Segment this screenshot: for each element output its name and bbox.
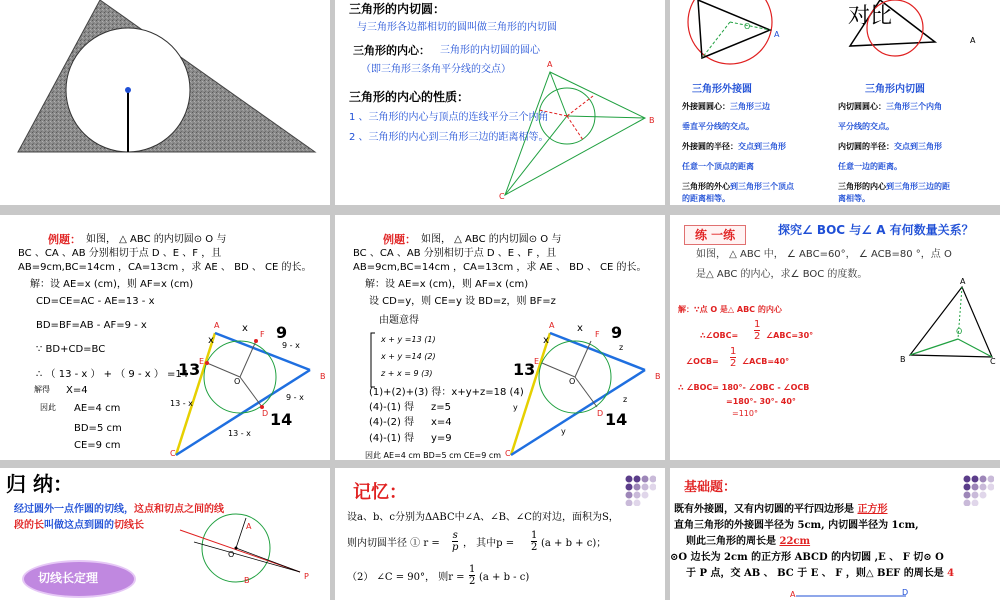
equation-2: x + y =14 (2) (381, 352, 436, 361)
label-y-1: y (513, 403, 518, 412)
label-D: D (262, 409, 269, 418)
equation-1: x + y =13 (1) (381, 335, 436, 344)
slide-incircle-definition[interactable] (335, 0, 665, 205)
solution-6a: 解得 (34, 385, 50, 394)
label-B: B (244, 576, 250, 585)
question-line-2: BC 、CA 、AB 分别相切于点 D 、E 、F ，且 (353, 248, 557, 259)
slide-example-1[interactable] (0, 215, 330, 460)
center-dot (125, 87, 131, 93)
s2-property-title: 三角形的内心的性质： (349, 90, 470, 104)
q3-text-b: 于 P 点，交 AB 、 BC 于 E 、 F ，则△ BEF 的周长是 (686, 568, 948, 579)
r4: 任意一边的距离。 (838, 162, 902, 171)
s2-incenter-def: 三角形的内切圆的圆心 (440, 45, 540, 56)
label-A: A (790, 590, 796, 599)
label-B: B (655, 372, 661, 381)
s3-title: 对比 (848, 4, 893, 29)
question-line-1: 如图， △ ABC 的内切圆⊙ O 与 (86, 234, 227, 245)
q2-text-b: 则此三角形的周长是 (686, 536, 780, 547)
l4: 任意一个顶点的距离 (682, 162, 754, 171)
label-F: F (595, 330, 600, 339)
solution-6a: (4)-(2) 得 (369, 417, 415, 428)
l3b: 交点到三角形 (738, 142, 786, 151)
fraction-s-over-p: s p (452, 530, 459, 553)
question-line-3: AB=9cm,BC=14cm ，CA=13cm ，求 AE 、 BD 、 CE 的长。 (353, 262, 647, 273)
label-B: B (649, 116, 655, 125)
answer-2: ∴∠OBC= (700, 331, 739, 340)
r1b: 三角形三个内角 (886, 102, 942, 111)
q1-text: 既有外接圆，又有内切圆的平行四边形是 (674, 504, 858, 515)
answer-4: ∴ ∠BOC= 180°- ∠OBC - ∠OCB (678, 383, 810, 392)
l3a: 外接圆的半径： (682, 142, 738, 151)
label-x-1: x (543, 335, 549, 346)
example-label: 例题： (48, 233, 81, 246)
label-13: 13 (513, 360, 536, 379)
label-13: 13 (178, 360, 201, 379)
memorize-line-3b: (a + b - c) (479, 572, 530, 583)
solution-8: 因此 AE=4 cm BD=5 cm CE=9 cm (365, 451, 502, 460)
q2-text: 直角三角形的外接圆半径为 5cm, 内切圆半径为 1cm, (674, 520, 919, 531)
answer-1: 解：∵点 O 是△ ABC 的内心 (678, 305, 782, 314)
solution-7b: y=9 (431, 433, 452, 444)
solution-4: (1)+(2)+(3) 得：x+y+z=18 (4) (369, 387, 524, 398)
solution-7a: 因此 (40, 403, 56, 412)
label-C: C (990, 357, 996, 366)
label-O: O (744, 22, 751, 31)
label-A: A (960, 277, 966, 286)
textured-triangle-figure (0, 0, 330, 205)
memorize-line-3a: （2） ∠C = 90°， 则r = (347, 572, 465, 583)
label-B: B (320, 372, 326, 381)
summary-title: 归 纳： (6, 472, 73, 496)
solution-7b: AE=4 cm (74, 403, 121, 414)
label-z-1: z (619, 343, 624, 352)
text-2a: 段的长 (14, 520, 44, 531)
example-label: 例题： (383, 233, 416, 246)
solution-4: ∵ BD+CD=BC (36, 344, 106, 355)
memorize-line-2c: (a + b + c)； (541, 538, 607, 549)
label-P: P (304, 572, 309, 581)
slide-practice[interactable] (670, 215, 1000, 460)
problem-line-2: 是△ ABC 的内心，求∠ BOC 的度数。 (696, 269, 868, 280)
question-line-3: AB=9cm,BC=14cm ，CA=13cm ，求 AE 、 BD 、 CE 的长。 (18, 262, 312, 273)
answer-2b: ∠ABC=30° (766, 331, 814, 340)
practice-question: 探究∠ BOC 与∠ A 有何数量关系？ (778, 223, 974, 237)
solution-2: 设 CD=y，则 CE=y 设 BD=z，则 BF=z (369, 296, 556, 307)
label-C: C (499, 192, 505, 201)
r6: 离相等。 (838, 194, 870, 203)
text-1b: 这点和切点之间的线 (134, 504, 224, 515)
label-x-1: x (208, 335, 214, 346)
question-line-1: 如图， △ ABC 的内切圆⊙ O 与 (421, 234, 562, 245)
label-F: F (260, 330, 265, 339)
r5a: 三角形的内心 (838, 182, 886, 191)
circumcircle-heading: 三角形外接圆 (692, 84, 752, 95)
label-O: O (569, 377, 576, 386)
solution-9: CE=9 cm (74, 440, 121, 451)
label-E: E (534, 357, 540, 366)
slide-comparison[interactable] (670, 0, 1000, 205)
r2: 平分线的交点。 (838, 122, 894, 131)
label-A: A (547, 60, 553, 69)
solution-1: 解：设 AE=x (cm)，则 AF=x (cm) (365, 279, 529, 290)
solution-6b: x=4 (431, 417, 452, 428)
slide-memorize[interactable] (335, 468, 665, 600)
r1a: 内切圆圆心： (838, 102, 886, 111)
label-C: C (170, 449, 176, 458)
solution-8: BD=5 cm (74, 423, 122, 434)
tangent-theorem-button[interactable] (24, 562, 134, 596)
label-A: A (214, 321, 220, 330)
answer-3: ∠OCB= (686, 357, 719, 366)
label-D: D (902, 588, 909, 597)
solution-3: 由题意得 (379, 315, 419, 326)
label-B: B (900, 355, 906, 364)
slide-basic-questions[interactable] (670, 468, 1000, 600)
label-14: 14 (605, 410, 628, 429)
label-A: A (774, 30, 780, 39)
r3b: 交点到三角形 (894, 142, 942, 151)
fraction-half-r: 1 2 (469, 564, 476, 587)
solution-3: BD=BF=AB - AF=9 - x (36, 320, 147, 331)
fraction-half-p: 1 2 (531, 530, 538, 553)
label-A: A (246, 522, 252, 531)
s2-property-2: 2 、三角形的内心到三角形三边的距离相等。 (349, 132, 549, 143)
label-O: O (956, 327, 963, 336)
l6: 的距离相等。 (682, 194, 730, 203)
s2-title: 三角形的内切圆： (349, 2, 446, 16)
slide-example-2[interactable] (335, 215, 665, 460)
practice-badge: 练 一练 (684, 225, 746, 245)
label-A-right: A (970, 36, 976, 45)
equation-3: z + x = 9 (3) (381, 369, 433, 378)
label-O: O (228, 550, 235, 559)
solution-5: ∴ （ 13 - x ） + （ 9 - x ） =14 (36, 369, 189, 380)
s2-incenter-label: 三角形的内心： (353, 44, 430, 57)
s2-property-1: 1 、三角形的内心与顶点的连线平分三个内角 (349, 112, 549, 123)
label-C: C (505, 449, 511, 458)
r5b: 到三角形三边的距 (886, 182, 950, 191)
label-x-2: x (242, 323, 248, 334)
label-y-2: y (561, 427, 566, 436)
label-14: 14 (270, 410, 293, 429)
solution-6b: X=4 (66, 385, 88, 396)
memorize-line-2b: ， 其中p = (463, 538, 515, 549)
fraction-half-2: 1 2 (730, 346, 737, 369)
slide-incircle-figure[interactable] (0, 0, 330, 205)
memorize-line-1: 设a、b、c分别为ΔABC中∠A、∠B、∠C的对边，面积为S， (347, 512, 619, 523)
tangent-theorem-label: 切线长定理 (38, 571, 99, 585)
label-13x-2: 13 - x (228, 429, 251, 438)
q1-answer: 正方形 (857, 504, 888, 515)
s2-incenter-note: （即三角形三条角平分线的交点） (361, 64, 511, 75)
l5a: 三角形的外心 (682, 182, 730, 191)
answer-3b: ∠ACB=40° (742, 357, 790, 366)
label-z-2: z (623, 395, 628, 404)
label-x-2: x (577, 323, 583, 334)
r3a: 内切圆的半径： (838, 142, 894, 151)
label-D: D (597, 409, 604, 418)
problem-line-1: 如图， △ ABC 中， ∠ ABC=60°， ∠ ACB=80 °，点 O (696, 249, 952, 260)
label-9x-2: 9 - x (286, 393, 304, 402)
q3-text: ⊙O 边长为 2cm 的正方形 ABCD 的内切圆 ,E 、 F 切⊙ O (670, 552, 944, 563)
fraction-half-1: 1 2 (754, 319, 761, 342)
incircle-heading: 三角形内切圆 (865, 84, 925, 95)
solution-5b: z=5 (431, 402, 451, 413)
solution-7a: (4)-(1) 得 (369, 433, 415, 444)
answer-5: =180°- 30°- 40° (726, 397, 796, 406)
answer-6: =110° (732, 409, 758, 418)
l5b: 到三角形三个顶点 (730, 182, 794, 191)
solution-5a: (4)-(1) 得 (369, 402, 415, 413)
label-A: A (549, 321, 555, 330)
label-9: 9 (276, 323, 288, 342)
basic-title: 基础题： (684, 480, 737, 495)
solution-2: CD=CE=AC - AE=13 - x (36, 296, 155, 307)
text-2b: 叫做这点到圆的 (44, 520, 114, 531)
l1b: 三角形三边 (730, 102, 770, 111)
q3-answer: 4 (947, 568, 955, 579)
slide-summary[interactable] (0, 468, 330, 600)
memorize-line-2a: 则内切圆半径 ① r = (347, 538, 440, 549)
text-1a: 经过圆外一点作圆的切线， (14, 504, 134, 515)
text-2c: 切线长 (114, 520, 144, 531)
s2-definition: 与三角形各边都相切的圆叫做三角形的内切圆 (357, 22, 557, 33)
decorative-dots-icon (624, 474, 656, 506)
solution-1: 解：设 AE=x (cm)，则 AF=x (cm) (30, 279, 194, 290)
label-O: O (234, 377, 241, 386)
question-line-2: BC 、CA 、AB 分别相切于点 D 、E 、F ，且 (18, 248, 222, 259)
label-9: 9 (611, 323, 623, 342)
label-13x-1: 13 - x (170, 399, 193, 408)
l1a: 外接圆圆心： (682, 102, 730, 111)
memorize-title: 记忆： (353, 482, 407, 503)
l2: 垂直平分线的交点。 (682, 122, 754, 131)
label-9x-1: 9 - x (282, 341, 300, 350)
q2-answer: 22cm (779, 536, 811, 547)
label-E: E (199, 357, 205, 366)
